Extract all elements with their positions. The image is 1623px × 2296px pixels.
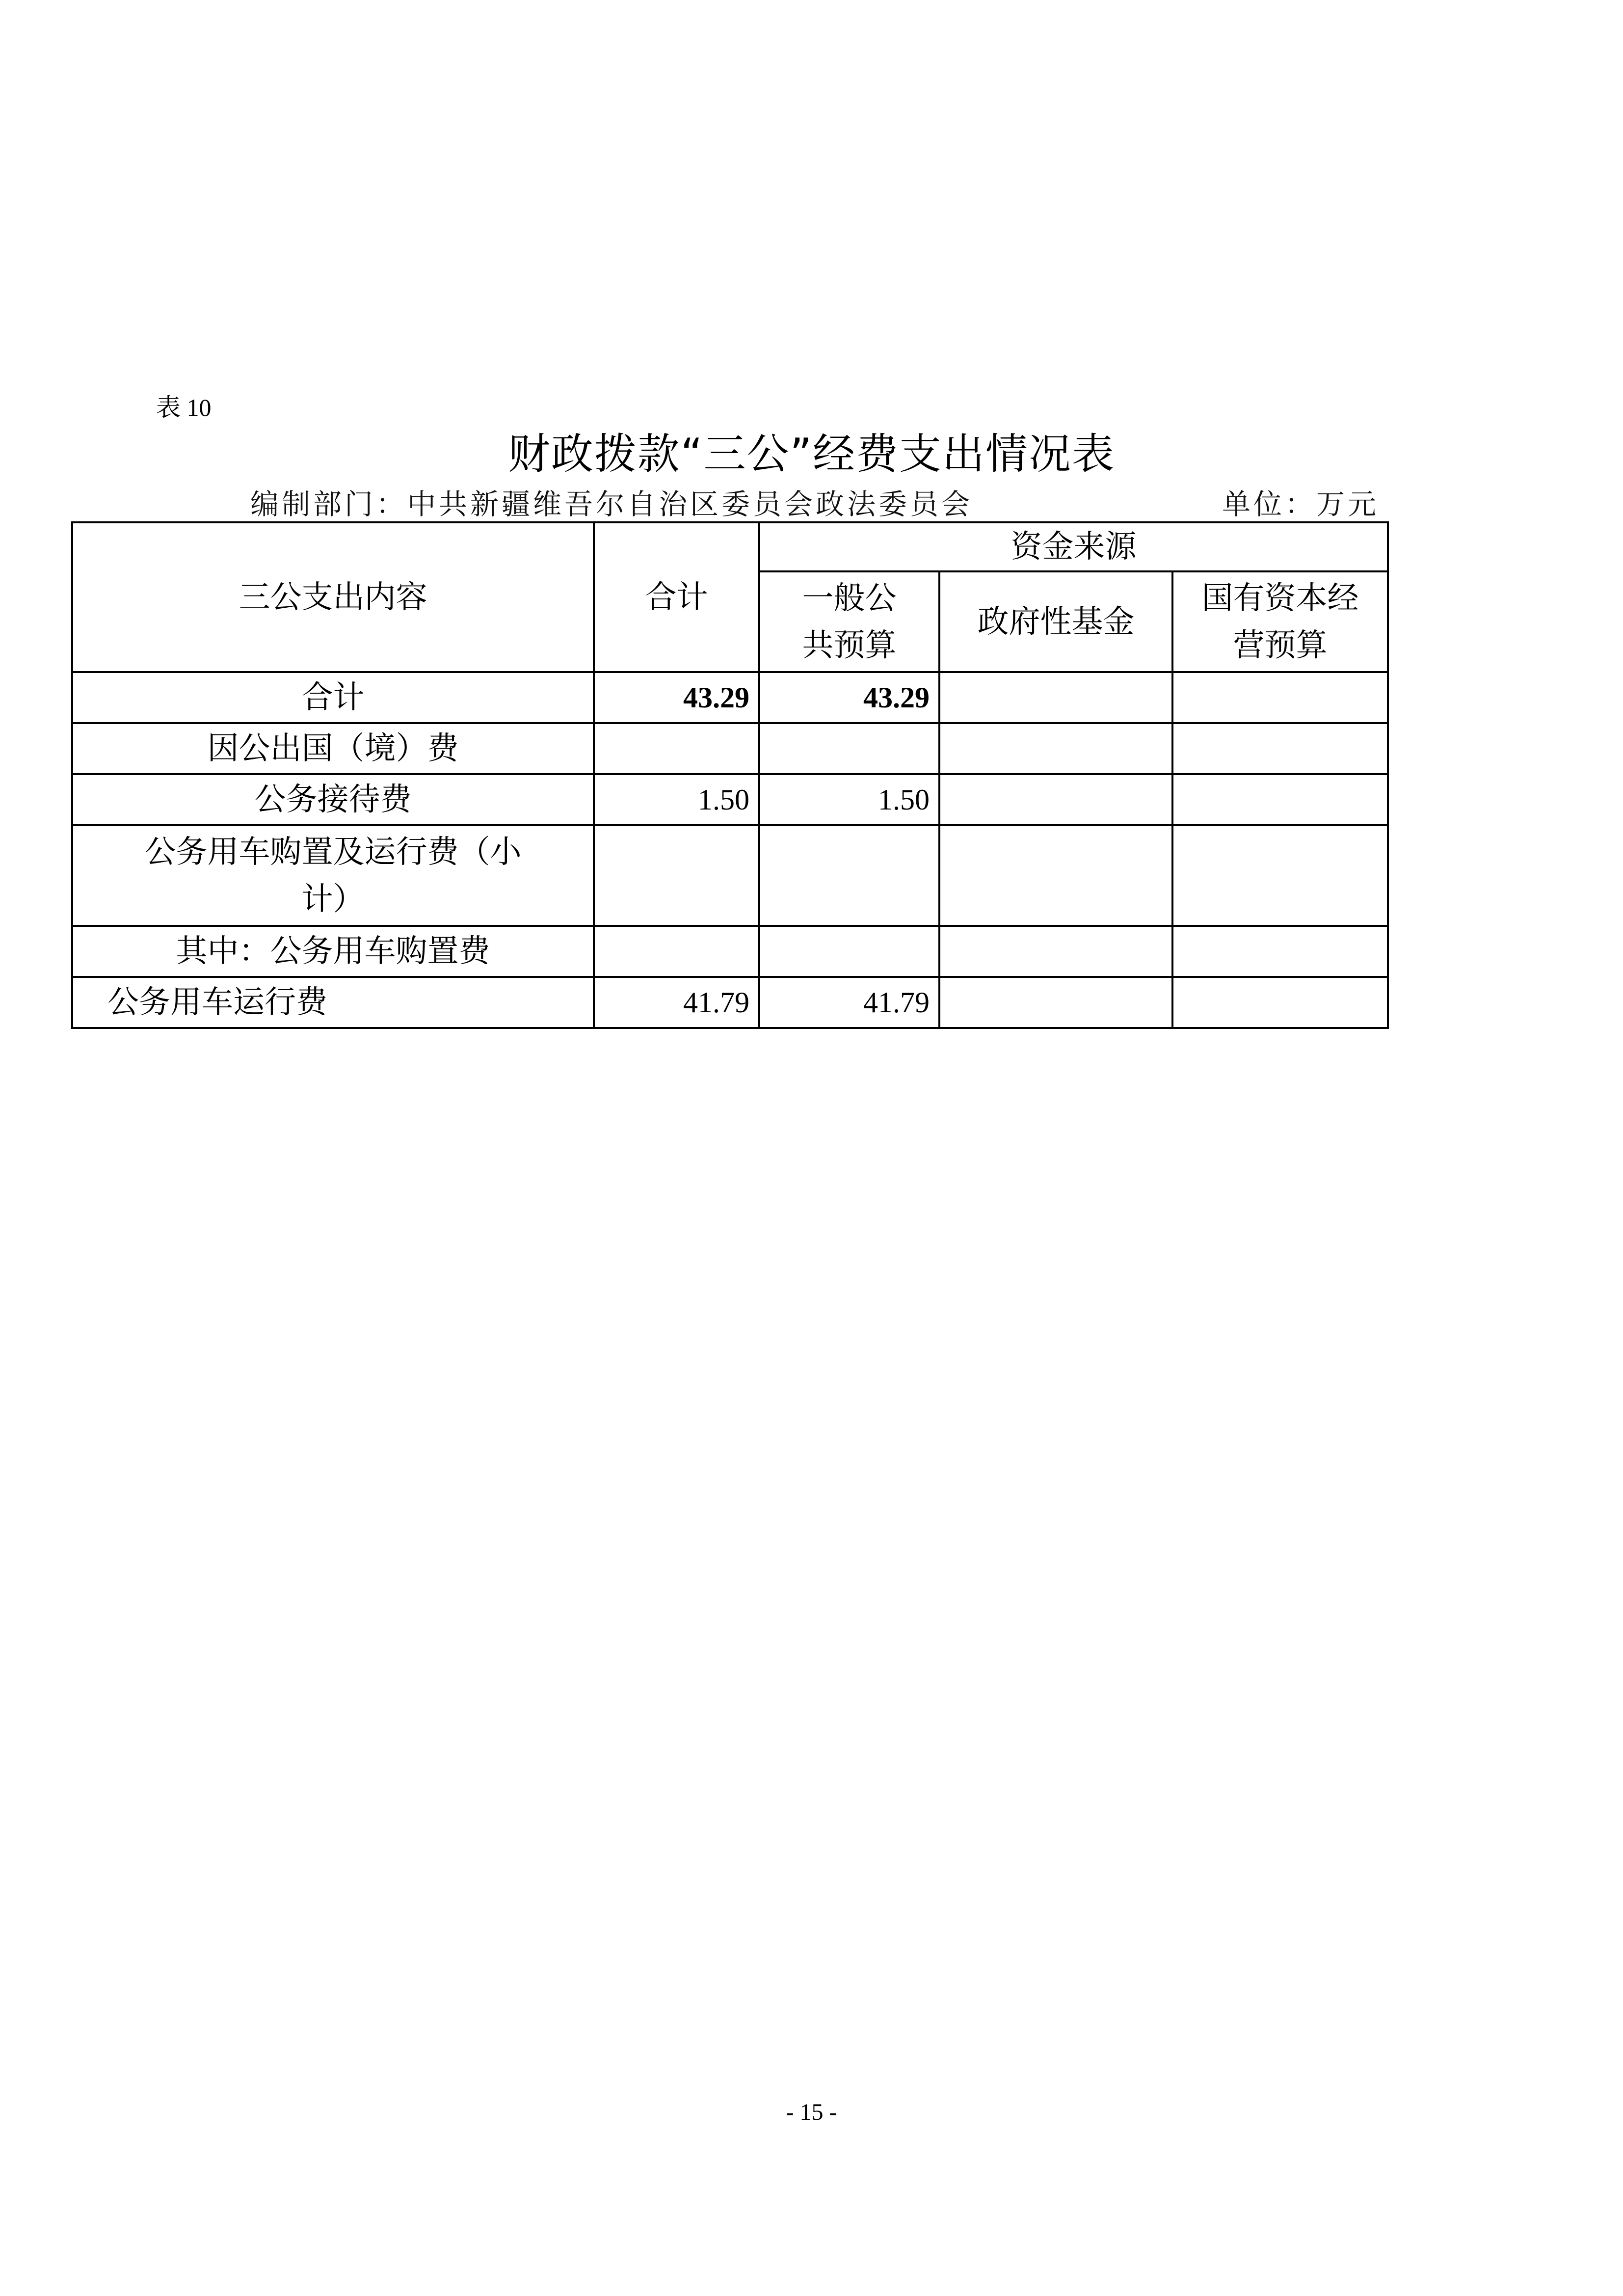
- row-label: 合计: [72, 672, 594, 723]
- row-general: 1.50: [759, 774, 939, 825]
- row-gov: [939, 926, 1172, 977]
- row-general: [759, 825, 939, 926]
- table-row: [72, 977, 1388, 1028]
- table-row: [72, 774, 1388, 825]
- row-general: 41.79: [759, 977, 939, 1028]
- row-total: [594, 825, 759, 926]
- row-gov: [939, 723, 1172, 774]
- row-state: [1172, 825, 1388, 926]
- row-state: [1172, 977, 1388, 1028]
- organization-label: 编制部门：中共新疆维吾尔自治区委员会政法委员会: [250, 487, 973, 521]
- row-total: [594, 723, 759, 774]
- row-total: 43.29: [594, 672, 759, 723]
- row-label: 其中：公务用车购置费: [72, 926, 594, 977]
- header-row: [72, 522, 1388, 571]
- header-total: 合计: [594, 522, 759, 672]
- row-total: [594, 926, 759, 977]
- row-state: [1172, 926, 1388, 977]
- unit-label: 单位：万元: [1222, 487, 1380, 521]
- table-number: 表 10: [156, 394, 212, 421]
- row-general: [759, 723, 939, 774]
- header-state-capital: 国有资本经营预算: [1172, 571, 1388, 672]
- row-total: 41.79: [594, 977, 759, 1028]
- header-content: 三公支出内容: [72, 522, 594, 672]
- row-total: 1.50: [594, 774, 759, 825]
- header-funding-source: 资金来源: [759, 522, 1388, 571]
- row-gov: [939, 977, 1172, 1028]
- row-gov: [939, 825, 1172, 926]
- page-number: - 15 -: [786, 2099, 837, 2125]
- page-title: 财政拨款“三公”经费支出情况表: [507, 430, 1116, 479]
- row-label: 公务接待费: [72, 774, 594, 825]
- row-gov: [939, 774, 1172, 825]
- row-label: 公务用车运行费: [72, 977, 594, 1028]
- row-general: [759, 926, 939, 977]
- row-state: [1172, 672, 1388, 723]
- expense-table: [71, 521, 1389, 1029]
- table-row: [72, 926, 1388, 977]
- table-row: [72, 825, 1388, 926]
- row-label: 公务用车购置及运行费（小计）: [72, 825, 594, 926]
- row-state: [1172, 723, 1388, 774]
- row-label: 因公出国（境）费: [72, 723, 594, 774]
- header-gov-fund: 政府性基金: [939, 571, 1172, 672]
- row-state: [1172, 774, 1388, 825]
- table-row: [72, 723, 1388, 774]
- header-general-budget: 一般公共预算: [759, 571, 939, 672]
- row-gov: [939, 672, 1172, 723]
- row-general: 43.29: [759, 672, 939, 723]
- table-row: [72, 672, 1388, 723]
